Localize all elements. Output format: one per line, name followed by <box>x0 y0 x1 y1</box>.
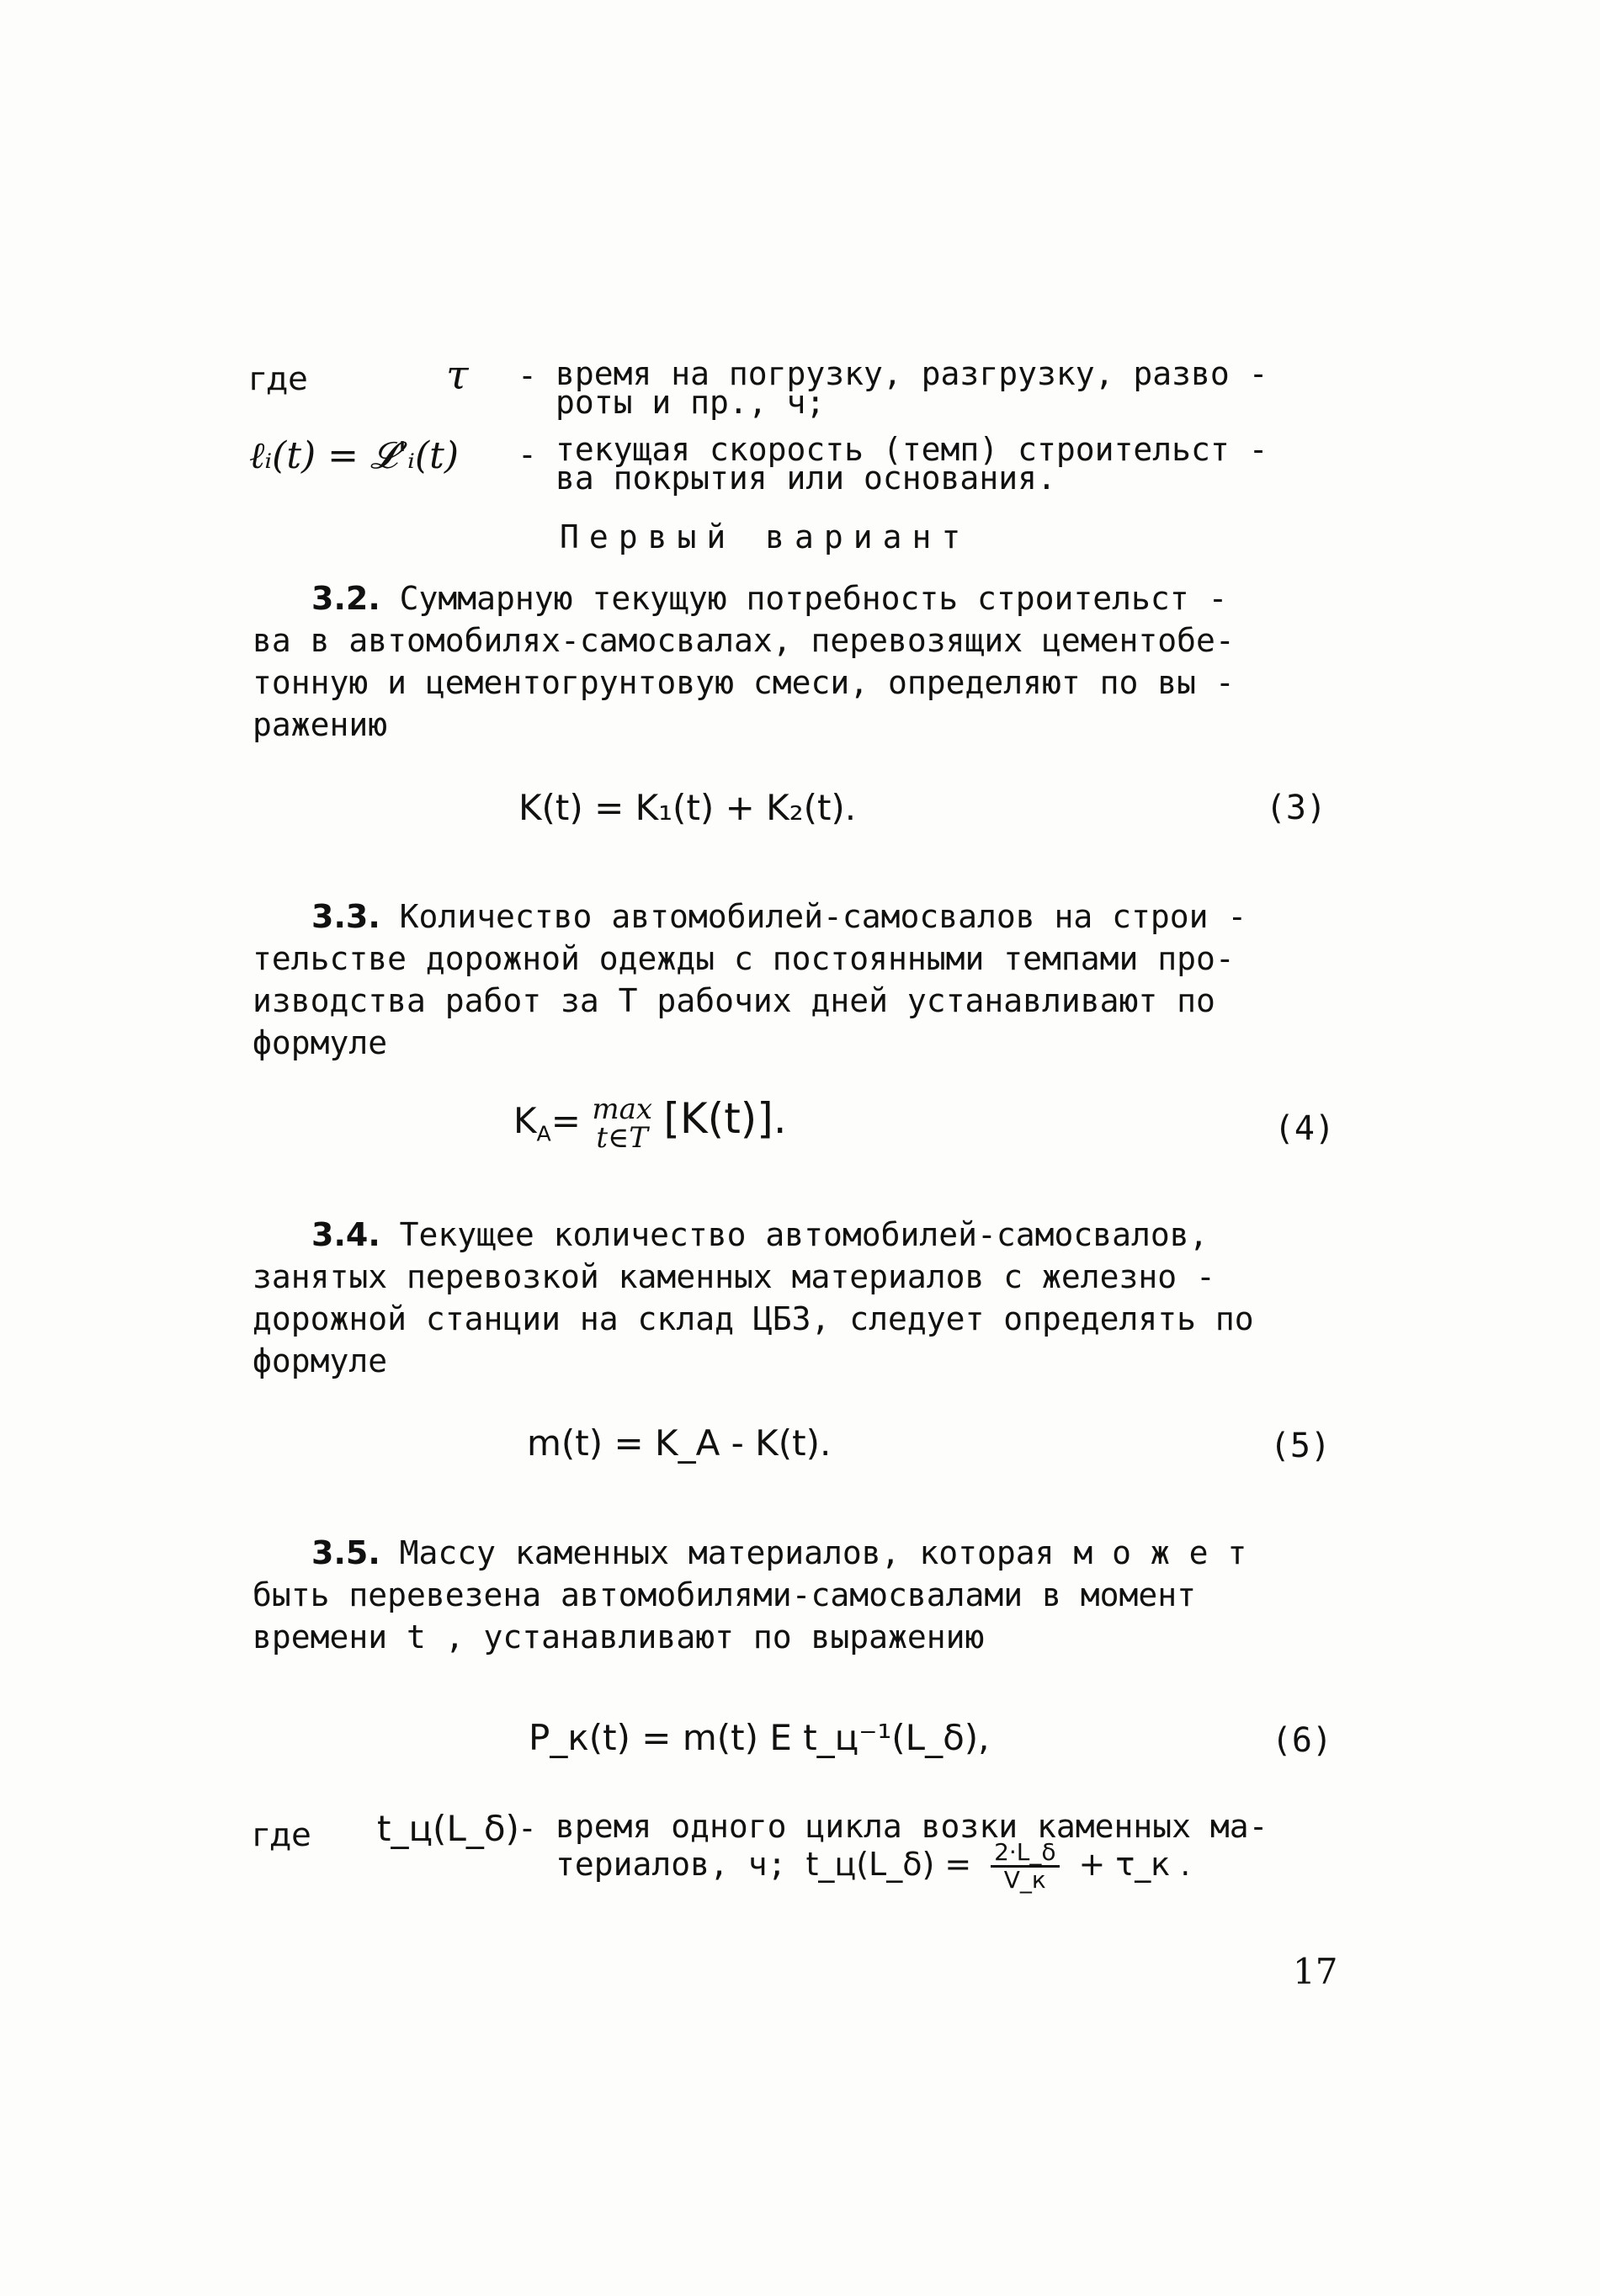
equation-number-4: (4) <box>1273 1109 1335 1148</box>
equation-3: K(t) = K₁(t) + K₂(t). <box>518 787 857 828</box>
section-number: 3.4. <box>311 1216 380 1253</box>
text-line: формуле <box>252 1024 388 1061</box>
fraction-numerator: 2·L_δ <box>991 1840 1059 1868</box>
def-dash-2: - <box>518 436 537 473</box>
def-1-line-1: время на погрузку, разгрузку, разво - <box>555 355 1268 392</box>
def-2-line-2: ва покрытия или основания. <box>555 460 1056 497</box>
section-3-2 <box>252 577 1355 746</box>
cycle-time-symbol: t_ц(L_δ) <box>377 1808 519 1849</box>
speed-symbol: ℓᵢ(t) = 𝓛'ᵢ(t) <box>249 434 459 477</box>
text-line: Количество автомобилей-самосвалов на строи - <box>399 898 1247 935</box>
equation-number-6: (6) <box>1271 1721 1332 1760</box>
section-heading: Первый вариант <box>560 518 971 555</box>
fraction-denominator: V_к <box>1003 1866 1046 1894</box>
equation-number-5: (5) <box>1269 1427 1331 1465</box>
text-line: времени t , устанавливают по выражению <box>252 1618 985 1656</box>
tau-symbol: τ <box>446 352 469 399</box>
def-2-line-1: текущая скорость (темп) строительст - <box>555 431 1268 468</box>
where-label-top: где <box>249 360 308 397</box>
section-number: 3.2. <box>311 580 380 617</box>
eq4-body: [K(t)]. <box>663 1094 787 1143</box>
text-line: Массу каменных материалов, которая м о ж е т <box>399 1534 1247 1571</box>
eq4-lhs-sub: A <box>536 1121 551 1146</box>
equation-4 <box>513 1092 787 1155</box>
text-line: Текущее количество автомобилей-самосвалов, <box>399 1216 1209 1253</box>
def-dash-bottom: - <box>518 1810 537 1847</box>
line2-prefix: териалов, ч; <box>555 1846 787 1883</box>
eq4-equals: = <box>550 1100 581 1141</box>
equation-6: P_к(t) = m(t) E t_ц⁻¹(L_δ), <box>529 1717 990 1758</box>
max-top: max <box>592 1092 653 1126</box>
text-line: формуле <box>252 1342 388 1379</box>
max-bottom: t∈T <box>596 1120 648 1155</box>
section-number: 3.5. <box>311 1534 380 1571</box>
def-1-line-2: роты и пр., ч; <box>555 384 826 421</box>
equation-5: m(t) = K_A - K(t). <box>527 1422 832 1464</box>
text-line: быть перевезена автомобилями-самосвалами в момент <box>252 1576 1197 1613</box>
def-bottom-line-2 <box>555 1840 1190 1893</box>
text-line: тельстве дорожной одежды с постоянными темпами про- <box>252 940 1235 977</box>
section-3-3 <box>252 896 1355 1064</box>
section-3-5 <box>252 1532 1355 1658</box>
section-number: 3.3. <box>311 898 380 935</box>
text-line: ражению <box>252 706 388 743</box>
cycle-formula-tail: + τ_к . <box>1078 1846 1191 1883</box>
page-number: 17 <box>1293 1951 1338 1992</box>
eq4-lhs: K <box>513 1100 537 1141</box>
section-3-4 <box>252 1214 1355 1382</box>
text-line: ва в автомобилях-самосвалах, перевозящих цементобе- <box>252 622 1235 659</box>
def-dash-1: - <box>518 357 537 394</box>
def-bottom-line-1: время одного цикла возки каменных ма- <box>555 1808 1268 1845</box>
text-line: изводства работ за T рабочих дней устанавливают по <box>252 982 1215 1019</box>
text-line: занятых перевозкой каменных материалов с железно - <box>252 1258 1215 1295</box>
text-line: дорожной станции на склад ЦБЗ, следует определять по <box>252 1300 1254 1337</box>
equation-number-3: (3) <box>1265 789 1326 827</box>
max-operator <box>592 1092 653 1155</box>
where-label-bottom: где <box>252 1816 311 1853</box>
cycle-fraction <box>991 1840 1059 1893</box>
text-line: Суммарную текущую потребность строительст - <box>399 580 1228 617</box>
text-line: тонную и цементогрунтовую смеси, определяют по вы - <box>252 664 1235 701</box>
cycle-formula-lhs: t_ц(L_δ) = <box>805 1846 972 1883</box>
